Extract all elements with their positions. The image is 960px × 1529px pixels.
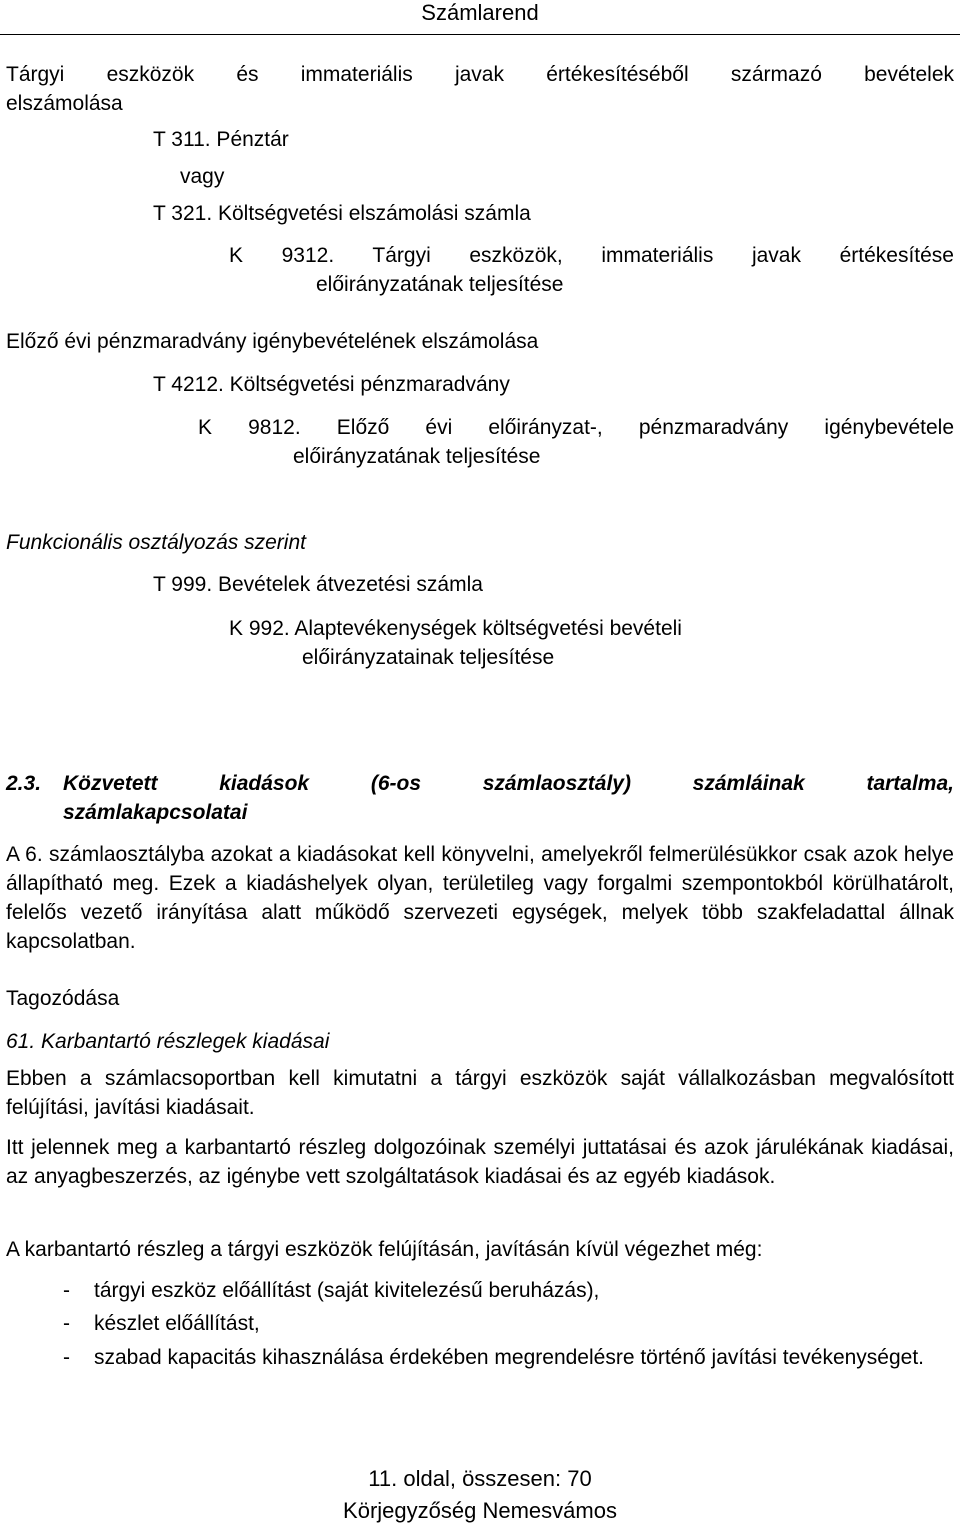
entry-k9812-line2: előirányzatának teljesítése: [293, 445, 541, 468]
page-number: 11. oldal, összesen: 70: [368, 1466, 592, 1491]
entry-k9312-line2: előirányzatának teljesítése: [316, 273, 564, 296]
section4-title-line1: Közvetett kiadások (6-os számlaosztály) számláinak tartalma,: [63, 772, 954, 795]
entry-k992-line2: előirányzatainak teljesítése: [302, 646, 555, 669]
subheading-tagozodasa: Tagozódása: [6, 987, 120, 1010]
section1-heading-wrap: elszámolása: [6, 92, 123, 115]
item-61-heading: 61. Karbantartó részlegek kiadásai: [6, 1030, 330, 1053]
list-item: készlet előállítást,: [94, 1312, 260, 1335]
entry-t311: T 311. Pénztár: [153, 128, 289, 151]
paragraph-karbantartas: Ebben a számlacsoportban kell kimutatni a tárgyi eszközök saját vállalkozásban megvalósított felújítási, javítási kiadásait.: [6, 1067, 954, 1119]
section3-heading: Funkcionális osztályozás szerint: [6, 531, 306, 554]
entry-t321: T 321. Költségvetési elszámolási számla: [153, 202, 531, 225]
page-header: Számlarend: [421, 0, 539, 25]
entry-k9312-line1: K 9312. Tárgyi eszközök, immateriális javak értékesítése: [229, 244, 954, 267]
list-item: szabad kapacitás kihasználása érdekében megrendelésre történő javítási tevékenységet.: [94, 1346, 925, 1369]
section1-heading: Tárgyi eszközök és immateriális javak értékesítéséből származó bevételek: [6, 63, 954, 86]
list-bullet: -: [63, 1312, 70, 1335]
entry-k9812-line1: K 9812. Előző évi előirányzat-, pénzmaradvány igénybevétele: [198, 416, 954, 439]
entry-k992-line1: K 992. Alaptevékenységek költségvetési bevételi: [229, 617, 682, 640]
footer-organization: Körjegyzőség Nemesvámos: [343, 1498, 617, 1523]
paragraph-kiadasok: Itt jelennek meg a karbantartó részleg dolgozóinak személyi juttatásai és azok járulékának kiadásai, az anyagbeszerzés, az igénybe vett szolgáltatások kiadásai és az egyéb kiadások.: [6, 1136, 954, 1188]
list-item: tárgyi eszköz előállítást (saját kivitelezésű beruházás),: [94, 1279, 600, 1302]
paragraph-intro: A 6. számlaosztályba azokat a kiadásokat kell könyvelni, amelyekről felmerülésükkor csak azok helye állapítható meg. Ezek a kiadáshelyek olyan, területileg vagy forgalmi szempontokból körülhatárolt, felelős vezető irányítása alatt működő szervezeti egységek, melyek több szakfeladattal állnak kapcsolatban.: [6, 843, 954, 953]
section4-number: 2.3.: [6, 772, 42, 795]
section4-title-line2: számlakapcsolatai: [63, 801, 248, 824]
header-divider: [0, 34, 960, 35]
entry-or: vagy: [180, 165, 225, 188]
entry-t4212: T 4212. Költségvetési pénzmaradvány: [153, 373, 510, 396]
section2-heading: Előző évi pénzmaradvány igénybevételének elszámolása: [6, 330, 539, 353]
entry-t999: T 999. Bevételek átvezetési számla: [153, 573, 483, 596]
list-bullet: -: [63, 1279, 70, 1302]
list-bullet: -: [63, 1346, 70, 1369]
paragraph-vegezhet: A karbantartó részleg a tárgyi eszközök felújításán, javításán kívül végezhet még:: [6, 1238, 763, 1261]
